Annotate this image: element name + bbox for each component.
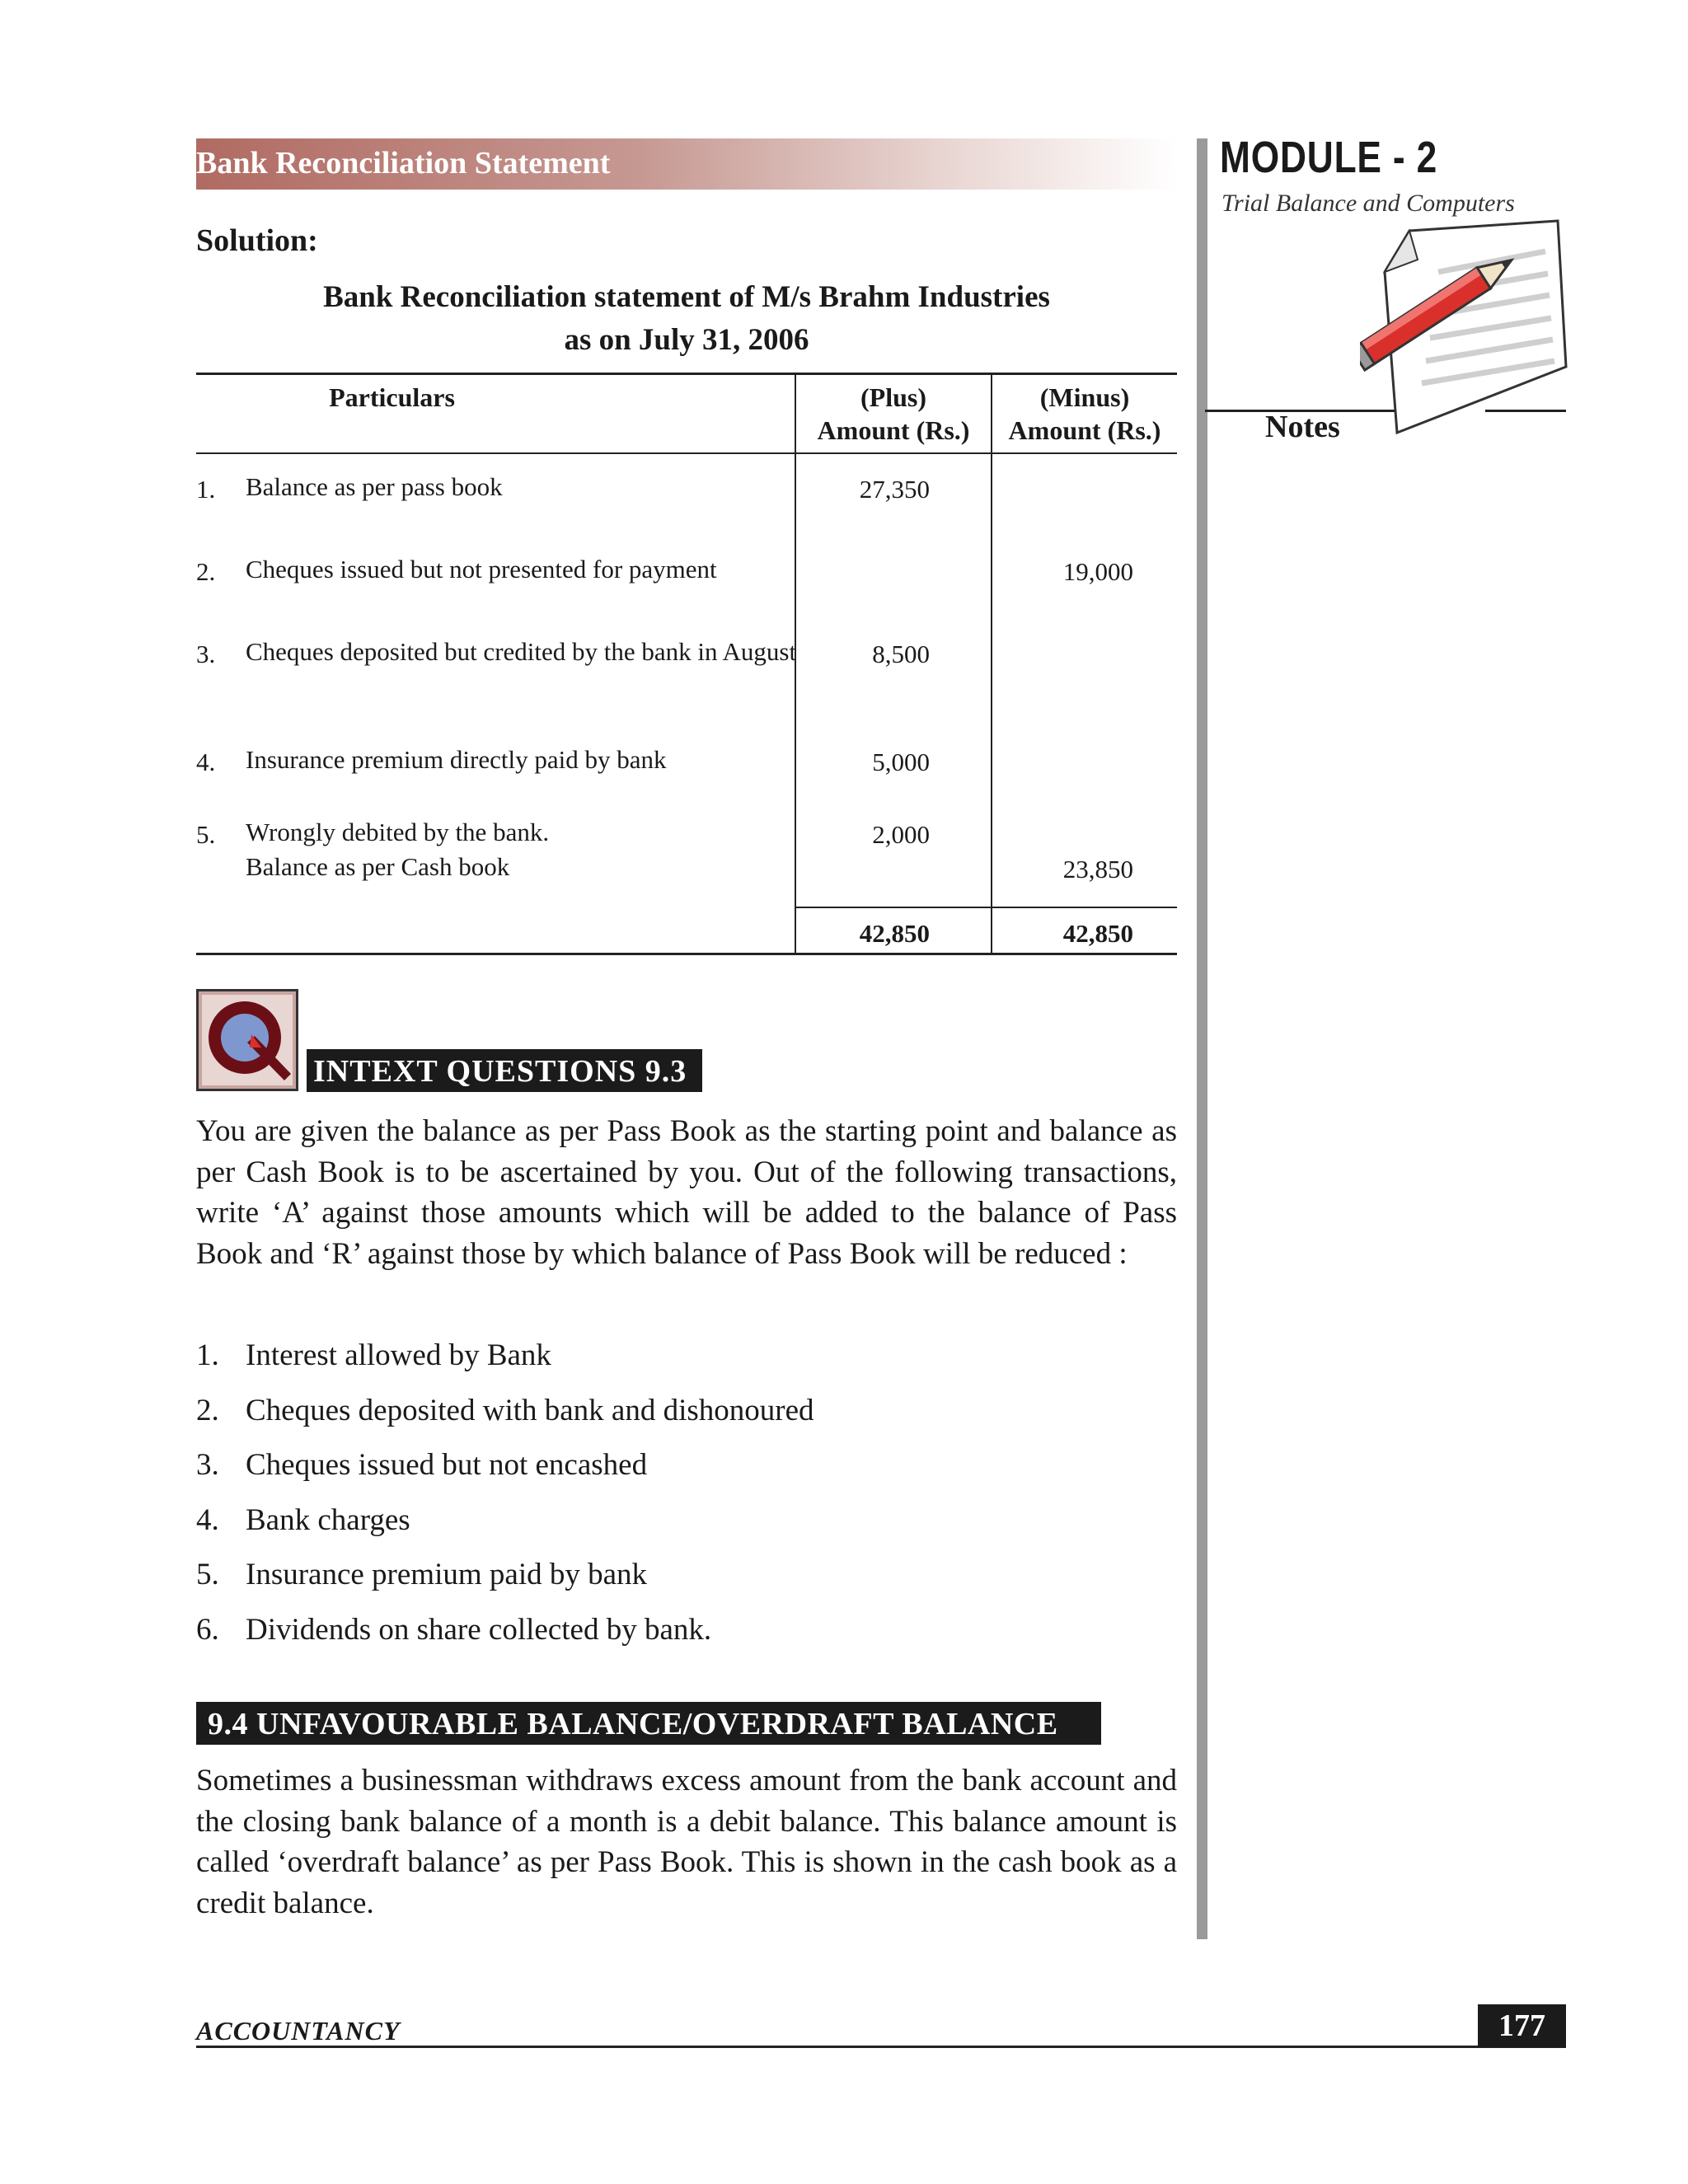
question-number: 1. [196, 1338, 219, 1372]
row-2-minus: 19,000 [1062, 557, 1133, 586]
row-5-number: 5. [196, 820, 216, 849]
header-particulars: Particulars [329, 382, 455, 412]
footer-subject: ACCOUNTANCY [196, 2016, 401, 2046]
reconciliation-table [196, 373, 1177, 954]
margin-divider [1197, 138, 1207, 1939]
intext-questions-title: INTEXT QUESTIONS 9.3 [313, 1054, 687, 1089]
statement-title-line2: as on July 31, 2006 [564, 323, 809, 357]
q-glyph-icon [202, 995, 293, 1085]
header-plus-amount: Amount (Rs.) [817, 415, 970, 445]
row-3-plus: 8,500 [872, 640, 930, 668]
notes-rule-right [1485, 410, 1566, 412]
section-heading-banner [196, 1702, 1101, 1745]
list-item [196, 1612, 1177, 1667]
question-text: Interest allowed by Bank [246, 1338, 551, 1372]
module-title: MODULE - 2 [1220, 133, 1438, 182]
header-plus [796, 381, 991, 447]
row-1-plus: 27,350 [859, 475, 930, 504]
page-header-band [196, 138, 1177, 190]
row-5-text: Wrongly debited by the bank. [246, 818, 550, 846]
question-number: 2. [196, 1393, 219, 1427]
page-header-title: Bank Reconciliation Statement [196, 146, 611, 180]
question-text: Insurance premium paid by bank [246, 1558, 648, 1591]
q-letter-icon [196, 989, 298, 1091]
intext-questions-banner [307, 1049, 702, 1092]
page-number-box [1478, 2004, 1566, 2047]
question-number: 4. [196, 1502, 219, 1537]
solution-label: Solution: [196, 223, 318, 258]
module-subtitle: Trial Balance and Computers [1221, 190, 1515, 217]
header-plus-label: (Plus) [860, 382, 926, 412]
row-4-number: 4. [196, 748, 216, 776]
q-icon-frame [202, 995, 293, 1085]
intext-question-list [196, 1338, 1177, 1666]
row-4-text: Insurance premium directly paid by bank [246, 745, 667, 774]
question-text: Cheques deposited with bank and dishonoured [246, 1393, 814, 1427]
row-2-number: 2. [196, 557, 216, 586]
list-item [196, 1393, 1177, 1448]
section-body-paragraph: Sometimes a businessman withdraws excess amount from the bank account and the closing bank balance of a month is a debit balance. This balance amount is called ‘overdraft balance’ as per Pass Book. This is shown in the cash book as a credit balance. [196, 1764, 1177, 1920]
row-6-minus: 23,850 [1062, 855, 1133, 883]
intext-intro-paragraph: You are given the balance as per Pass Book as the starting point and balance as per Cash Book is to be ascertained by you. Out of the following transactions, write ‘A’ against those amounts which will be added to the balance of Pass Book and ‘R’ against those by which balance of Pass Book will be reduced : [196, 1114, 1177, 1271]
list-item [196, 1557, 1177, 1612]
section-heading: 9.4 UNFAVOURABLE BALANCE/OVERDRAFT BALANCE [208, 1707, 1058, 1741]
row-4-plus: 5,000 [872, 748, 930, 776]
question-number: 5. [196, 1558, 219, 1591]
statement-title-line1: Bank Reconciliation statement of M/s Brahm Industries [323, 280, 1050, 314]
row-5-plus: 2,000 [872, 820, 930, 849]
question-number: 3. [196, 1448, 219, 1482]
list-item [196, 1502, 1177, 1558]
header-minus-label: (Minus) [1039, 382, 1130, 412]
total-minus: 42,850 [1062, 919, 1133, 948]
question-text: Dividends on share collected by bank. [246, 1612, 712, 1647]
row-6-text: Balance as per Cash book [246, 852, 510, 881]
row-3-number: 3. [196, 640, 216, 668]
row-2-text: Cheques issued but not presented for payment [246, 555, 717, 583]
row-3-text: Cheques deposited but credited by the bank in August [246, 637, 797, 666]
total-plus: 42,850 [859, 919, 930, 948]
header-minus [992, 381, 1177, 447]
question-text: Bank charges [246, 1502, 410, 1537]
table-rule-top [196, 373, 1177, 375]
list-item [196, 1338, 1177, 1393]
list-item [196, 1447, 1177, 1502]
row-1-number: 1. [196, 475, 216, 504]
table-rule-header [196, 452, 1177, 454]
statement-title [196, 276, 1177, 362]
notes-label: Notes [1265, 410, 1340, 444]
footer-rule [196, 2046, 1566, 2048]
table-rule-total [795, 907, 1177, 908]
table-rule-bottom [196, 953, 1177, 955]
question-number: 6. [196, 1612, 219, 1647]
page-number: 177 [1498, 2008, 1545, 2043]
header-minus-amount: Amount (Rs.) [1008, 415, 1161, 445]
row-1-text: Balance as per pass book [246, 472, 503, 501]
question-text: Cheques issued but not encashed [246, 1448, 648, 1482]
